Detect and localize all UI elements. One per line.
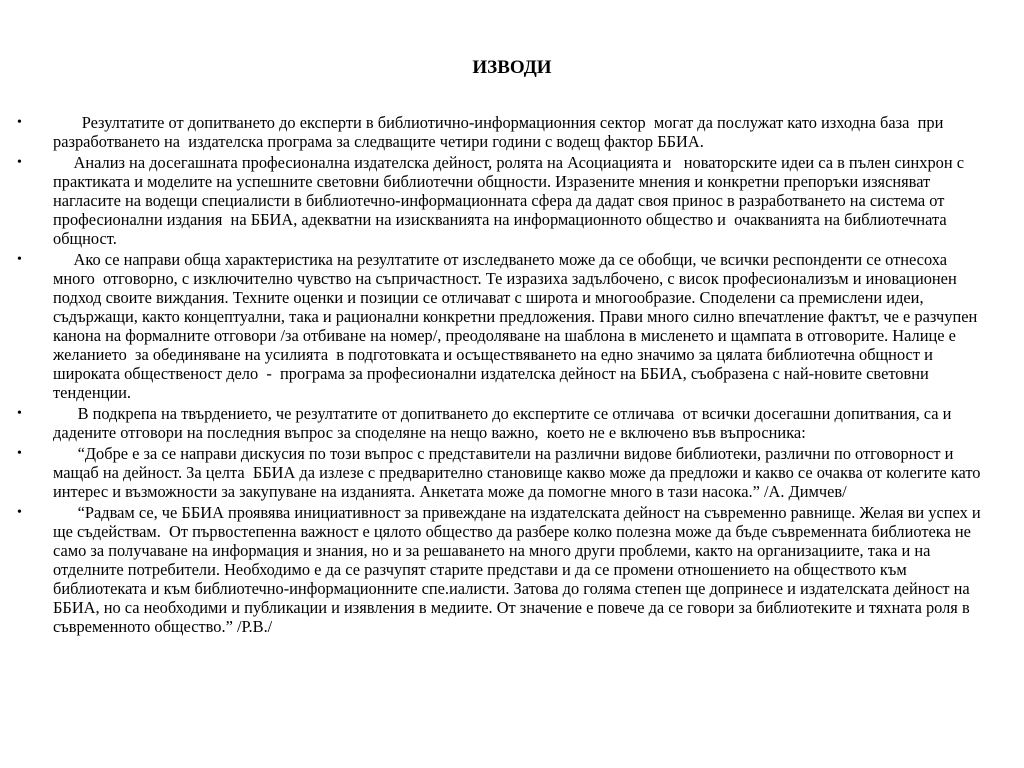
list-item <box>0 113 1024 151</box>
item-text: Анализ на досегашната професионална издателска дейност, ролята на Асоциацията и новаторските идеи са в пълен синхрон с практиката и моделите на успешните световни библиотечни общности. Изразените мнения и конкретни препоръки изясняват нагласите на водещи специалисти в библиотечно-информационната сфера да дадат своя принос в разработването на система от професионални издания на ББИА, адекватни на изискванията на информационното общество и очакванията на библиотечната общност. <box>53 153 969 248</box>
item-text: “Радвам се, че ББИА проявява инициативност за привеждане на издателската дейност на съвременно равнище. Желая ви успех и ще съдействам. От първостепенна важност е цялото общество да разбере колко полезна може да бъде съвременната библиотека не само за получаване на информация и знания, но и за решаването на много други проблеми, както на организациите, така и на отделните потребители. Необходимо е да се разчупят старите представи и да се промени отношението на обществото към библиотеката и към библиотечно-информационните спе.иалисти. Затова до голяма степен ще допринесе и издателската дейност на ББИА, но са необходими и публикации и изявления в медиите. От значение е повече да се говори за библиотеките и тяхната роля в съвременното общество.” /Р.В./ <box>53 503 985 636</box>
item-text: “Добре е за се направи дискусия по този въпрос с представители на различни видове библиотеки, различни по отговорност и мащаб на дейност. За целта ББИА да излезе с предварително становище какво може да предложи и какво се очаква от колегите като интерес и възможности за закупуване на изданията. Анкетата може да помогне много в тази насока.” /А. Димчев/ <box>53 444 985 501</box>
slide-title: ИЗВОДИ <box>472 57 552 78</box>
bullet-icon: • <box>17 505 22 520</box>
item-text: Ако се направи обща характеристика на резултатите от изследването може да се обобщи, че всички респонденти се отнесоха много отговорно, с изключително чувство на съпричастност. Те изразиха задълбочено, с висок професионализъм и иновационен подход своите виждания. Техните оценки и позиции се отличават с широта и многообразие. Споделени са премислени идеи, съдържащи, както концептуални, така и рационални конкретни предложения. Прави много силно впечатление фактът, че е разчупен канона на формалните отговори /за отбиване на номер/, преодоляване на шаблона в мисленето и щампата в отговорите. Налице е желанието за обединяване на усилията в подготовката и осъществяването на едно значимо за цялата библиотечна общност и широката общественост дело - програма за професионални издателска дейност на ББИА, съобразена с най-новите световни тенденции. <box>53 250 982 402</box>
list-item <box>0 250 1024 402</box>
bullet-icon: • <box>17 406 22 421</box>
bullet-icon: • <box>17 446 22 461</box>
item-text: В подкрепа на твърдението, че резултатите от допитването до експертите се отличава от всички досегашни допитвания, са и дадените отговори на последния въпрос за споделяне на нещо важно, което не е включено във въпросника: <box>53 404 960 442</box>
bullet-icon: • <box>17 155 22 170</box>
bullet-icon: • <box>17 252 22 267</box>
list-item <box>0 153 1024 248</box>
bullet-list <box>0 113 1024 638</box>
list-item <box>0 503 1024 636</box>
bullet-icon: • <box>17 115 22 130</box>
list-item <box>0 444 1024 501</box>
item-text: Резултатите от допитването до експерти в библиотично-информационния сектор могат да послужат като изходна база при разработването на издателска програма за следващите четири години с водещ фактор ББИА. <box>53 113 956 151</box>
list-item <box>0 404 1024 442</box>
